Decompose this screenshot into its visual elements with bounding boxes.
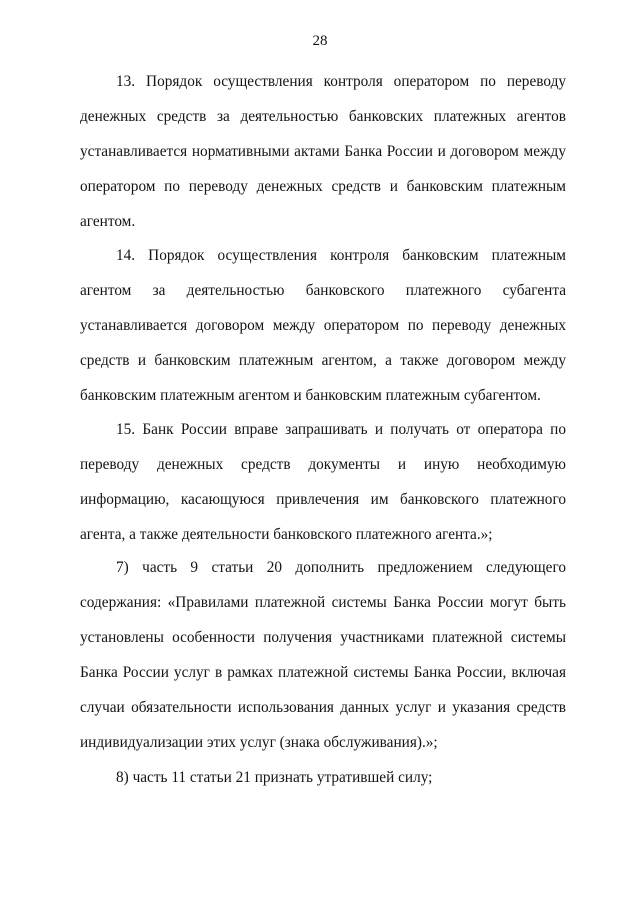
text-line: 8) часть 11 статьи 21 признать утратившей силу; (116, 769, 433, 786)
text-line: устанавливается нормативными актами Банка России и договором между (80, 143, 566, 160)
text-line: устанавливается договором между оператором по переводу денежных (80, 317, 566, 334)
text-line: 7) часть 9 статьи 20 дополнить предложением следующего (116, 559, 566, 576)
text-line: случаи обязательности использования данных услуг и указания средств (80, 699, 566, 716)
text-line: оператором по переводу денежных средств и банковским платежным (80, 178, 566, 195)
text-line: 15. Банк России вправе запрашивать и получать от оператора по (116, 421, 566, 438)
text-line: агента, а также деятельности банковского платежного агента.»; (80, 526, 493, 543)
text-line: содержания: «Правилами платежной системы Банка России могут быть (80, 594, 566, 611)
page-number: 28 (312, 33, 328, 49)
text-line: денежных средств за деятельностью банковских платежных агентов (80, 108, 566, 125)
text-line: переводу денежных средств документы и иную необходимую (80, 456, 566, 473)
text-line: 14. Порядок осуществления контроля банковским платежным (116, 247, 566, 264)
text-line: информацию, касающуюся привлечения им банковского платежного (80, 491, 566, 508)
text-line: средств и банковским платежным агентом, а также договором между (80, 352, 566, 369)
text-line: агентом. (80, 213, 136, 230)
text-line: агентом за деятельностью банковского платежного субагента (80, 282, 566, 299)
text-line: 13. Порядок осуществления контроля оператором по переводу (116, 73, 566, 90)
text-line: Банка России услуг в рамках платежной системы Банка России, включая (80, 664, 566, 681)
text-line: индивидуализации этих услуг (знака обслуживания).»; (80, 734, 438, 751)
text-line: банковским платежным агентом и банковским платежным субагентом. (80, 387, 541, 404)
text-line: установлены особенности получения участниками платежной системы (80, 629, 566, 646)
